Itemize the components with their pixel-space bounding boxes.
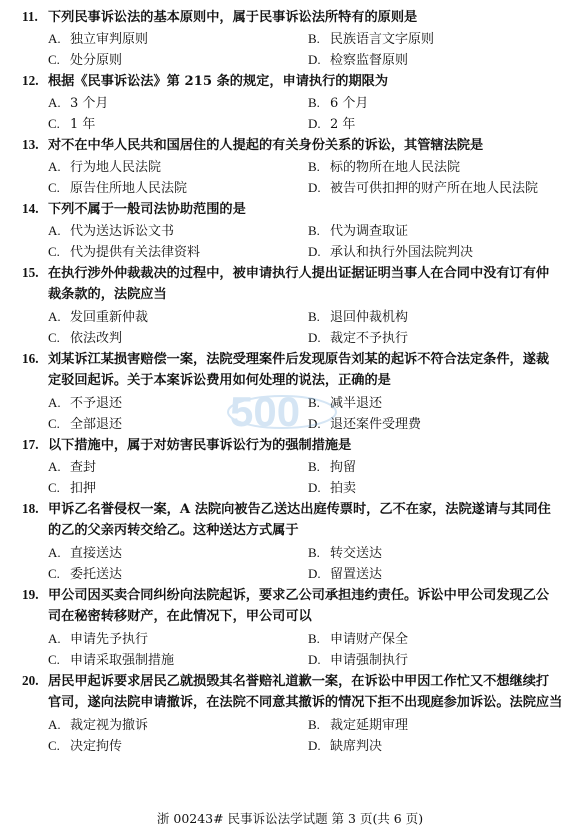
option-label: C. <box>48 416 60 431</box>
option-label: C. <box>48 330 60 345</box>
option-text: 决定拘传 <box>70 739 123 754</box>
option-grid <box>22 392 566 434</box>
answer-option <box>48 49 308 70</box>
option-text: 减半退还 <box>330 396 383 411</box>
watermark-text: 500 <box>230 388 301 435</box>
option-text: 不予退还 <box>70 396 123 411</box>
question-item <box>22 198 566 262</box>
answer-option <box>308 92 580 113</box>
option-label: D. <box>308 566 321 581</box>
question-number: 19. <box>22 587 39 602</box>
question-item <box>22 262 566 348</box>
option-text: 委托送达 <box>70 567 123 582</box>
option-text: 申请强制执行 <box>330 653 409 668</box>
answer-option <box>308 413 580 434</box>
option-text: 独立审判原则 <box>70 32 149 47</box>
answer-option <box>48 113 308 134</box>
option-text: 代为送达诉讼文书 <box>70 224 175 239</box>
option-label: C. <box>48 52 60 67</box>
answer-option <box>48 220 308 241</box>
question-line <box>22 584 566 606</box>
page-footer: 浙 00243# 民事诉讼法学试题 第 3 页(共 6 页) <box>156 811 424 826</box>
option-text: 民族语言文字原则 <box>330 32 435 47</box>
answer-option <box>48 456 308 477</box>
option-text: 扣押 <box>70 481 97 496</box>
option-label: A. <box>48 95 61 110</box>
option-text: 标的物所在地人民法院 <box>330 160 461 175</box>
question-text: 裁条款的，法院应当 <box>48 287 167 302</box>
option-label: A. <box>48 159 61 174</box>
answer-option <box>48 327 308 348</box>
option-text: 拍卖 <box>330 481 357 496</box>
question-item <box>22 6 566 70</box>
answer-option <box>48 241 308 262</box>
option-text: 行为地人民法院 <box>70 160 162 175</box>
answer-option <box>308 220 580 241</box>
question-number: 12. <box>22 73 39 88</box>
question-item <box>22 670 566 756</box>
answer-option <box>48 542 308 563</box>
question-number: 17. <box>22 437 39 452</box>
option-text: 2 年 <box>330 117 356 132</box>
question-number: 16. <box>22 351 39 366</box>
option-label: A. <box>48 309 61 324</box>
option-label: B. <box>308 395 320 410</box>
option-grid <box>22 456 566 498</box>
option-label: D. <box>308 652 321 667</box>
question-text: 以下措施中，属于对妨害民事诉讼行为的强制措施是 <box>48 438 352 453</box>
option-label: C. <box>48 566 60 581</box>
question-line <box>22 6 566 28</box>
option-label: B. <box>308 631 320 646</box>
answer-option <box>48 177 308 198</box>
option-text: 代为调查取证 <box>330 224 409 239</box>
option-label: B. <box>308 223 320 238</box>
question-number: 15. <box>22 265 39 280</box>
question-item <box>22 134 566 198</box>
question-line <box>22 134 566 156</box>
answer-option <box>308 28 580 49</box>
option-text: 发回重新仲裁 <box>70 310 149 325</box>
option-grid <box>22 220 566 262</box>
question-line <box>22 262 566 284</box>
question-line <box>22 670 566 692</box>
option-label: D. <box>308 52 321 67</box>
answer-option <box>48 563 308 584</box>
question-line <box>22 498 566 520</box>
option-label: C. <box>48 180 60 195</box>
answer-option <box>308 49 580 70</box>
question-line <box>22 70 566 92</box>
question-text: 甲诉乙名誉侵权一案，A 法院向被告乙送达出庭传票时，乙不在家，法院遂请与其同住 <box>48 502 551 517</box>
question-item <box>22 434 566 498</box>
answer-option <box>48 156 308 177</box>
answer-option <box>308 563 580 584</box>
option-grid <box>22 628 566 670</box>
question-line <box>22 370 566 392</box>
question-item <box>22 348 566 434</box>
option-label: C. <box>48 116 60 131</box>
question-item <box>22 584 566 670</box>
answer-option <box>308 456 580 477</box>
option-label: B. <box>308 545 320 560</box>
option-label: C. <box>48 244 60 259</box>
question-text: 刘某诉江某损害赔偿一案，法院受理案件后发现原告刘某的起诉不符合法定条件，遂裁 <box>48 352 550 367</box>
question-line <box>22 606 566 628</box>
option-grid <box>22 156 566 198</box>
option-text: 依法改判 <box>70 331 123 346</box>
option-label: B. <box>308 95 320 110</box>
option-text: 检察监督原则 <box>330 53 409 68</box>
answer-option <box>308 477 580 498</box>
question-number: 20. <box>22 673 39 688</box>
option-text: 被告可供扣押的财产所在地人民法院 <box>330 181 539 196</box>
question-item <box>22 498 566 584</box>
option-text: 查封 <box>70 460 97 475</box>
option-text: 缺席判决 <box>330 739 383 754</box>
question-text: 定驳回起诉。关于本案诉讼费用如何处理的说法，正确的是 <box>48 373 391 388</box>
answer-option <box>308 327 580 348</box>
question-number: 13. <box>22 137 39 152</box>
option-label: A. <box>48 631 61 646</box>
option-text: 退还案件受理费 <box>330 417 422 432</box>
option-grid <box>22 714 566 756</box>
question-line <box>22 348 566 370</box>
question-line <box>22 284 566 306</box>
option-label: D. <box>308 480 321 495</box>
question-text: 下列不属于一般司法协助范围的是 <box>48 202 246 217</box>
option-label: A. <box>48 223 61 238</box>
question-number: 14. <box>22 201 39 216</box>
question-text: 司在秘密转移财产，在此情况下，甲公司可以 <box>48 609 312 624</box>
answer-option <box>48 28 308 49</box>
answer-option <box>308 542 580 563</box>
option-text: 裁定延期审理 <box>330 718 409 733</box>
question-text: 的乙的父亲丙转交给乙。这种送达方式属于 <box>48 523 299 538</box>
question-text: 下列民事诉讼法的基本原则中，属于民事诉讼法所特有的原则是 <box>48 10 418 25</box>
answer-option <box>48 477 308 498</box>
answer-option <box>308 735 580 756</box>
question-number: 18. <box>22 501 39 516</box>
option-text: 原告住所地人民法院 <box>70 181 188 196</box>
question-text: 对不在中华人民共和国居住的人提起的有关身份关系的诉讼，其管辖法院是 <box>48 138 484 153</box>
option-text: 1 年 <box>70 117 96 132</box>
option-grid <box>22 92 566 134</box>
option-label: D. <box>308 116 321 131</box>
question-list <box>22 6 566 756</box>
answer-option <box>48 92 308 113</box>
option-label: D. <box>308 416 321 431</box>
question-line <box>22 434 566 456</box>
option-text: 申请财产保全 <box>330 632 409 647</box>
option-grid <box>22 306 566 348</box>
answer-option <box>308 113 580 134</box>
answer-option <box>308 714 580 735</box>
option-text: 拘留 <box>330 460 357 475</box>
option-label: B. <box>308 459 320 474</box>
option-label: C. <box>48 738 60 753</box>
option-label: B. <box>308 717 320 732</box>
answer-option <box>48 714 308 735</box>
question-text: 居民甲起诉要求居民乙就损毁其名誉赔礼道歉一案，在诉讼中甲因工作忙又不想继续打 <box>48 674 550 689</box>
question-number: 11. <box>22 9 38 24</box>
option-text: 裁定视为撤诉 <box>70 718 149 733</box>
answer-option <box>48 306 308 327</box>
option-text: 处分原则 <box>70 53 123 68</box>
option-text: 直接送达 <box>70 546 123 561</box>
option-text: 退回仲裁机构 <box>330 310 409 325</box>
question-line <box>22 198 566 220</box>
option-label: A. <box>48 545 61 560</box>
option-label: B. <box>308 31 320 46</box>
question-line <box>22 692 566 714</box>
option-label: C. <box>48 652 60 667</box>
option-label: D. <box>308 330 321 345</box>
answer-option <box>48 413 308 434</box>
answer-option <box>308 649 580 670</box>
option-label: A. <box>48 31 61 46</box>
question-text: 根据《民事诉讼法》第 215 条的规定，申请执行的期限为 <box>48 74 389 89</box>
option-text: 承认和执行外国法院判决 <box>330 245 474 260</box>
option-grid <box>22 28 566 70</box>
answer-option <box>308 241 580 262</box>
option-label: C. <box>48 480 60 495</box>
option-label: D. <box>308 244 321 259</box>
option-label: A. <box>48 459 61 474</box>
option-text: 全部退还 <box>70 417 123 432</box>
option-text: 转交送达 <box>330 546 383 561</box>
option-text: 6 个月 <box>330 96 369 111</box>
option-label: B. <box>308 159 320 174</box>
answer-option <box>48 735 308 756</box>
option-text: 申请采取强制措施 <box>70 653 175 668</box>
option-text: 留置送达 <box>330 567 383 582</box>
option-text: 申请先予执行 <box>70 632 149 647</box>
question-line <box>22 520 566 542</box>
answer-option <box>308 306 580 327</box>
question-text: 甲公司因买卖合同纠纷向法院起诉，要求乙公司承担违约责任。诉讼中甲公司发现乙公 <box>48 588 550 603</box>
answer-option <box>308 628 580 649</box>
option-grid <box>22 542 566 584</box>
option-label: D. <box>308 738 321 753</box>
answer-option <box>48 392 308 413</box>
option-text: 裁定不予执行 <box>330 331 409 346</box>
answer-option <box>48 628 308 649</box>
question-text: 在执行涉外仲裁裁决的过程中，被申请执行人提出证据证明当事人在合同中没有订有仲 <box>48 266 550 281</box>
option-label: B. <box>308 309 320 324</box>
option-label: D. <box>308 180 321 195</box>
question-text: 官司，遂向法院申请撤诉，在法院不同意其撤诉的情况下拒不出现庭参加诉讼。法院应当 <box>48 695 563 710</box>
answer-option <box>308 156 580 177</box>
option-text: 代为提供有关法律资料 <box>70 245 201 260</box>
answer-option <box>308 177 580 198</box>
option-text: 3 个月 <box>70 96 109 111</box>
option-label: A. <box>48 717 61 732</box>
option-label: A. <box>48 395 61 410</box>
question-item <box>22 70 566 134</box>
answer-option <box>308 392 580 413</box>
answer-option <box>48 649 308 670</box>
